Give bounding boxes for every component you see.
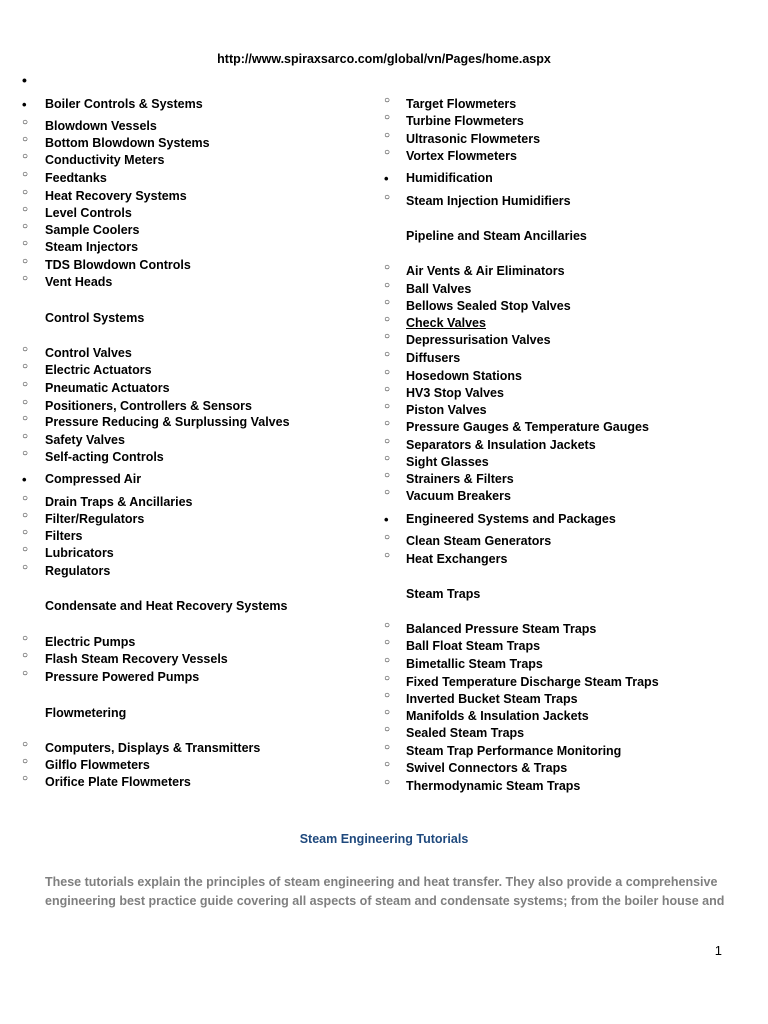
list-item-text: Pneumatic Actuators <box>45 381 170 395</box>
bullet-circle-icon: ○ <box>384 532 391 543</box>
bullet-circle-icon: ○ <box>22 431 29 442</box>
list-item-text: Turbine Flowmeters <box>406 114 524 128</box>
bullet-circle-icon: ○ <box>384 349 391 360</box>
list-item-text: Inverted Bucket Steam Traps <box>406 692 578 706</box>
bullet-disc-icon: • <box>22 472 27 487</box>
bullet-circle-icon: ○ <box>22 448 29 459</box>
tutorials-paragraph: These tutorials explain the principles of steam engineering and heat transfer. They also provide a comprehensive engineering best practice guide covering all aspects of steam and condensate systems; from the boiler house and <box>45 875 725 908</box>
bullet-circle-icon: ○ <box>22 633 29 644</box>
list-item-text: Thermodynamic Steam Traps <box>406 779 581 793</box>
list-item-text: Steam Injection Humidifiers <box>406 194 571 208</box>
bullet-circle-icon: ○ <box>22 397 29 408</box>
page-number: 1 <box>714 943 722 958</box>
bullet-circle-icon: ○ <box>22 256 29 267</box>
tutorials-title: Steam Engineering Tutorials <box>299 832 469 846</box>
bullet-circle-icon: ○ <box>384 331 391 342</box>
list-item-text: Diffusers <box>406 351 461 365</box>
bullet-circle-icon: ○ <box>22 493 29 504</box>
list-item-text: Feedtanks <box>45 171 107 185</box>
list-item-text: Sight Glasses <box>406 455 489 469</box>
bullet-circle-icon: ○ <box>22 413 29 424</box>
list-item-text: Regulators <box>45 564 111 578</box>
bullet-circle-icon: ○ <box>22 169 29 180</box>
list-item-text: Separators & Insulation Jackets <box>406 438 596 452</box>
section-heading-text: Control Systems <box>45 311 145 325</box>
list-item-text: Computers, Displays & Transmitters <box>45 741 261 755</box>
bullet-disc-icon: • <box>384 512 389 527</box>
bullet-circle-icon: ○ <box>22 650 29 661</box>
list-item-text: Strainers & Filters <box>406 472 514 486</box>
section-heading-text: Condensate and Heat Recovery Systems <box>45 599 288 613</box>
section-heading-text: Steam Traps <box>406 587 481 601</box>
section-heading-text: Pipeline and Steam Ancillaries <box>406 229 587 243</box>
bullet-circle-icon: ○ <box>384 401 391 412</box>
bullet-circle-icon: ○ <box>384 147 391 158</box>
list-item-text: Steam Injectors <box>45 240 139 254</box>
bullet-circle-icon: ○ <box>22 361 29 372</box>
list-item-text: Heat Recovery Systems <box>45 189 187 203</box>
list-item-text: Sample Coolers <box>45 223 140 237</box>
section-heading-text: Flowmetering <box>45 706 127 720</box>
list-item-text: Electric Actuators <box>45 363 152 377</box>
list-item-text: Bimetallic Steam Traps <box>406 657 543 671</box>
list-item-text: Filter/Regulators <box>45 512 145 526</box>
bullet-circle-icon: ○ <box>22 273 29 284</box>
bullet-circle-icon: ○ <box>384 620 391 631</box>
bullet-circle-icon: ○ <box>384 280 391 291</box>
bullet-circle-icon: ○ <box>384 673 391 684</box>
bullet-circle-icon: ○ <box>384 367 391 378</box>
bullet-circle-icon: ○ <box>384 637 391 648</box>
bullet-circle-icon: ○ <box>384 470 391 481</box>
bullet-circle-icon: ○ <box>22 773 29 784</box>
list-item-text: Filters <box>45 529 83 543</box>
bullet-circle-icon: ○ <box>384 707 391 718</box>
bullet-circle-icon: ○ <box>22 238 29 249</box>
bullet-circle-icon: ○ <box>22 134 29 145</box>
bullet-circle-icon: ○ <box>384 690 391 701</box>
bullet-circle-icon: ○ <box>384 130 391 141</box>
bullet-circle-icon: ○ <box>384 436 391 447</box>
list-item-text: Electric Pumps <box>45 635 136 649</box>
bullet-circle-icon: ○ <box>22 562 29 573</box>
list-item-text: Target Flowmeters <box>406 97 517 111</box>
list-item-text: Balanced Pressure Steam Traps <box>406 622 597 636</box>
list-item-text: Safety Valves <box>45 433 125 447</box>
list-item-text: Ball Valves <box>406 282 472 296</box>
list-item-text: Hosedown Stations <box>406 369 522 383</box>
list-item-text: Vent Heads <box>45 275 113 289</box>
bullet-circle-icon: ○ <box>384 487 391 498</box>
bullet-circle-icon: ○ <box>384 759 391 770</box>
bullet-circle-icon: ○ <box>22 668 29 679</box>
list-item-text[interactable]: Check Valves <box>406 316 486 330</box>
bullet-circle-icon: ○ <box>384 777 391 788</box>
list-item-text: Air Vents & Air Eliminators <box>406 264 565 278</box>
bullet-circle-icon: ○ <box>384 550 391 561</box>
bullet-circle-icon: ○ <box>384 297 391 308</box>
list-item-text: Clean Steam Generators <box>406 534 552 548</box>
bullet-circle-icon: ○ <box>22 221 29 232</box>
bullet-circle-icon: ○ <box>22 204 29 215</box>
list-item-text: Lubricators <box>45 546 114 560</box>
list-item-text: Engineered Systems and Packages <box>406 512 616 526</box>
bullet-circle-icon: ○ <box>22 544 29 555</box>
list-item-text: Bottom Blowdown Systems <box>45 136 210 150</box>
bullet-circle-icon: ○ <box>22 756 29 767</box>
bullet-circle-icon: ○ <box>384 262 391 273</box>
list-item-text: Heat Exchangers <box>406 552 508 566</box>
list-item-text: Control Valves <box>45 346 132 360</box>
bullet-circle-icon: ○ <box>384 418 391 429</box>
list-item-text: Bellows Sealed Stop Valves <box>406 299 571 313</box>
empty-bullet: • <box>22 72 27 88</box>
bullet-circle-icon: ○ <box>384 453 391 464</box>
list-item-text: Boiler Controls & Systems <box>45 97 203 111</box>
list-item-text: Orifice Plate Flowmeters <box>45 775 191 789</box>
list-item-text: Vacuum Breakers <box>406 489 511 503</box>
list-item-text: TDS Blowdown Controls <box>45 258 191 272</box>
bullet-disc-icon: • <box>22 97 27 112</box>
bullet-circle-icon: ○ <box>384 192 391 203</box>
list-item-text: Conductivity Meters <box>45 153 165 167</box>
list-item-text: Piston Valves <box>406 403 487 417</box>
list-item-text: Level Controls <box>45 206 132 220</box>
list-item-text: Vortex Flowmeters <box>406 149 517 163</box>
list-item-text: Manifolds & Insulation Jackets <box>406 709 589 723</box>
bullet-circle-icon: ○ <box>384 655 391 666</box>
list-item-text: Flash Steam Recovery Vessels <box>45 652 228 666</box>
list-item-text: Compressed Air <box>45 472 142 486</box>
list-item-text: Depressurisation Valves <box>406 333 551 347</box>
list-item-text: Drain Traps & Ancillaries <box>45 495 193 509</box>
bullet-circle-icon: ○ <box>384 314 391 325</box>
bullet-circle-icon: ○ <box>22 117 29 128</box>
list-item-text: Pressure Powered Pumps <box>45 670 200 684</box>
list-item-text: Fixed Temperature Discharge Steam Traps <box>406 675 659 689</box>
bullet-circle-icon: ○ <box>384 742 391 753</box>
list-item-text: Gilflo Flowmeters <box>45 758 150 772</box>
bullet-circle-icon: ○ <box>22 187 29 198</box>
list-item-text: Blowdown Vessels <box>45 119 157 133</box>
list-item-text: Ultrasonic Flowmeters <box>406 132 541 146</box>
bullet-circle-icon: ○ <box>22 527 29 538</box>
bullet-circle-icon: ○ <box>22 510 29 521</box>
list-item-text: Swivel Connectors & Traps <box>406 761 568 775</box>
bullet-circle-icon: ○ <box>384 724 391 735</box>
source-url[interactable]: http://www.spiraxsarco.com/global/vn/Pages/home.aspx <box>217 52 551 66</box>
bullet-circle-icon: ○ <box>384 95 391 106</box>
list-item-text: Pressure Reducing & Surplussing Valves <box>45 415 290 429</box>
list-item-text: Steam Trap Performance Monitoring <box>406 744 622 758</box>
bullet-disc-icon: • <box>384 171 389 186</box>
bullet-circle-icon: ○ <box>22 344 29 355</box>
bullet-circle-icon: ○ <box>22 151 29 162</box>
list-item-text: Pressure Gauges & Temperature Gauges <box>406 420 649 434</box>
bullet-circle-icon: ○ <box>22 379 29 390</box>
list-item-text: Sealed Steam Traps <box>406 726 525 740</box>
list-item-text: HV3 Stop Valves <box>406 386 504 400</box>
list-item-text: Ball Float Steam Traps <box>406 639 541 653</box>
list-item-text: Self-acting Controls <box>45 450 164 464</box>
bullet-circle-icon: ○ <box>22 739 29 750</box>
bullet-circle-icon: ○ <box>384 384 391 395</box>
list-item-text: Positioners, Controllers & Sensors <box>45 399 252 413</box>
list-item-text: Humidification <box>406 171 493 185</box>
bullet-circle-icon: ○ <box>384 112 391 123</box>
